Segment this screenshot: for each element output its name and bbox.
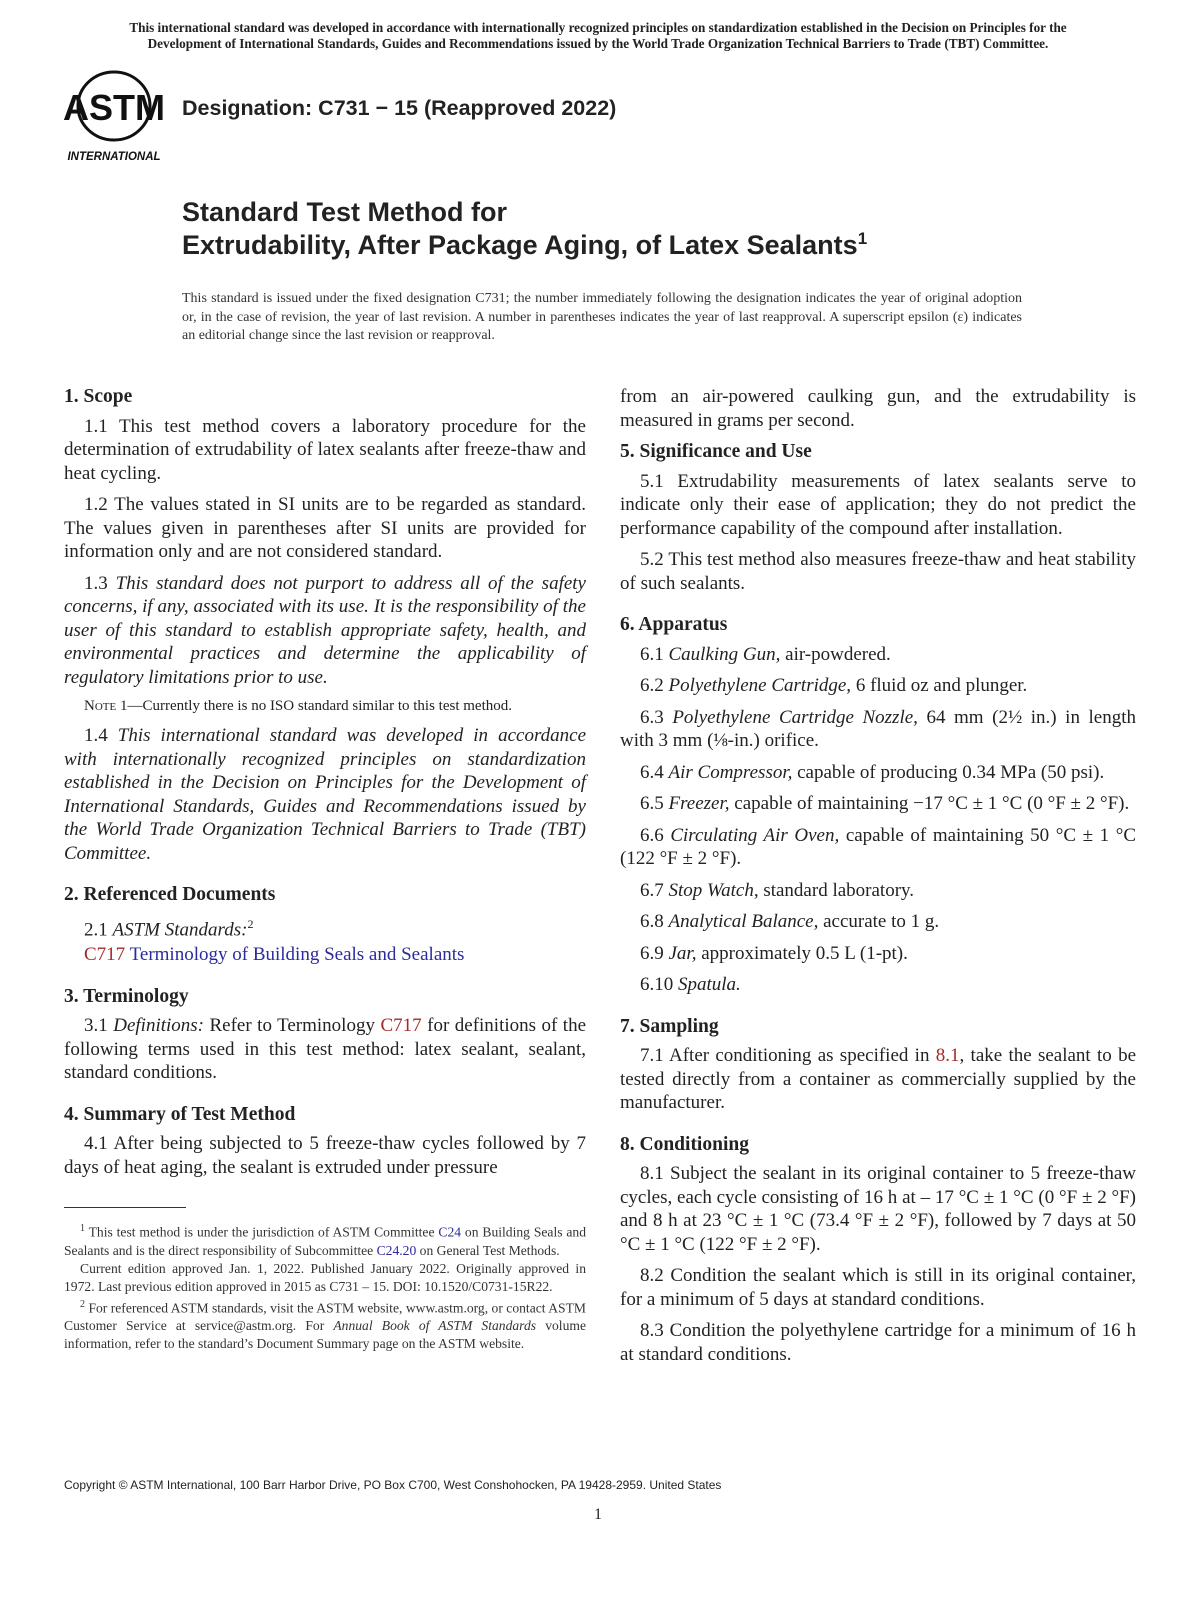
c717-inline-link[interactable]: C717 xyxy=(380,1015,422,1037)
section-heading-apparatus: 6. Apparatus xyxy=(620,614,728,635)
paragraph-3-1-pre: Refer to Terminology xyxy=(209,1015,375,1037)
right-column xyxy=(620,385,1136,1374)
apparatus-item xyxy=(620,674,1136,698)
document-title xyxy=(182,196,867,262)
apparatus-item xyxy=(620,761,1136,785)
apparatus-item-num: 6.10 xyxy=(640,974,674,995)
footnote-2-mark[interactable]: 2 xyxy=(247,916,254,931)
apparatus-item xyxy=(620,879,1136,903)
paragraph-7-1 xyxy=(620,1044,1136,1115)
left-column xyxy=(64,385,586,1187)
paragraph-4-1-continued: from an air-powered caulking gun, and the extrudability is measured in grams per second. xyxy=(620,386,1136,431)
footnote-2-text-a: For referenced ASTM standards, visit the ASTM website, www.astm.org, or contact ASTM Customer Service at service@astm.org. For xyxy=(64,1300,586,1334)
section-heading-referenced-documents: 2. Referenced Documents xyxy=(64,884,276,905)
footnote-1-mark: 1 xyxy=(80,1223,85,1234)
apparatus-item-desc: 6 fluid oz and plunger. xyxy=(855,675,1028,696)
logo-letters: ASTM xyxy=(63,87,165,128)
apparatus-item-name: Stop Watch, xyxy=(668,879,759,901)
note-1 xyxy=(64,697,586,716)
apparatus-item-desc: accurate to 1 g. xyxy=(823,911,940,932)
apparatus-item-desc: 64 mm (2½ in.) in length with 3 mm (⅛-in.) orifice. xyxy=(620,706,1137,751)
apparatus-item-name: Caulking Gun, xyxy=(668,643,781,665)
paragraph-1-3-text: This standard does not purport to address all of the safety concerns, if any, associated with its use. It is the responsibility of the user of this standard to establish appropriate safety, health, and environmental practices and determine the applicability of regulatory limitations prior to use. xyxy=(64,572,586,688)
apparatus-item-num: 6.3 xyxy=(640,706,664,728)
apparatus-item-desc: standard laboratory. xyxy=(763,879,915,901)
paragraph-7-1-post: , take the sealant to be tested directly from a container as commercially supplied by the manufacturer. xyxy=(620,1045,1136,1113)
designation: Designation: C731 − 15 (Reapproved 2022) xyxy=(182,96,617,120)
apparatus-item-desc: capable of producing 0.34 MPa (50 psi). xyxy=(797,761,1105,783)
tbt-notice-line2: Development of International Standards, Guides and Recommendations issued by the World Trade Organization Technical Barriers to Trade (TBT) Committee. xyxy=(147,36,1049,51)
apparatus-item-name: Circulating Air Oven, xyxy=(670,824,840,846)
apparatus-item-num: 6.7 xyxy=(640,879,664,901)
title-footnote-mark[interactable]: 1 xyxy=(857,229,868,248)
apparatus-item-name: Polyethylene Cartridge Nozzle, xyxy=(672,706,918,728)
paragraph-3-1-post: for definitions of the following terms used in this test method: latex sealant, sealant, standard conditions. xyxy=(64,1015,587,1084)
paragraph-1-2: 1.2 The values stated in SI units are to be regarded as standard. The values given in parentheses after SI units are provided for information only and are not considered standard. xyxy=(64,494,586,562)
paragraph-2-1 xyxy=(64,913,586,942)
apparatus-item-name: Air Compressor, xyxy=(668,761,793,783)
apparatus-item-desc: air-powdered. xyxy=(785,643,891,665)
footnote-1 xyxy=(64,1220,586,1260)
paragraph-1-4-num: 1.4 xyxy=(84,725,108,746)
footnote-1-text-a: This test method is under the jurisdiction of ASTM Committee xyxy=(88,1224,435,1240)
paragraph-3-1-num: 3.1 xyxy=(84,1015,108,1037)
footnote-1-edition: Current edition approved Jan. 1, 2022. Published January 2022. Originally approved in 1972. Last previous edition approved in 2015 as C731 – 15. DOI: 10.1520/C0731-15R22. xyxy=(64,1260,586,1294)
apparatus-item xyxy=(620,973,1136,997)
paragraph-1-3-num: 1.3 xyxy=(84,572,108,594)
c717-title-link[interactable]: Terminology of Building Seals and Sealants xyxy=(129,944,465,966)
paragraph-5-2: 5.2 This test method also measures freeze-thaw and heat stability of such sealants. xyxy=(620,549,1136,594)
c717-link[interactable]: C717 xyxy=(84,944,126,966)
paragraph-4-1: 4.1 After being subjected to 5 freeze-thaw cycles followed by 7 days of heat aging, the sealant is extruded under pressure xyxy=(64,1133,586,1178)
apparatus-item xyxy=(620,824,1136,871)
paragraph-1-3 xyxy=(64,572,586,690)
apparatus-item-name: Analytical Balance, xyxy=(668,911,819,932)
paragraph-2-1-num: 2.1 xyxy=(84,918,108,940)
astm-logo xyxy=(62,68,172,168)
apparatus-item-num: 6.9 xyxy=(640,942,664,964)
astm-logo-graphic xyxy=(62,68,172,168)
apparatus-item-num: 6.4 xyxy=(640,761,664,783)
paragraph-7-1-pre: 7.1 After conditioning as specified in xyxy=(640,1045,930,1066)
footnote-1-text-c: on General Test Methods. xyxy=(419,1242,560,1258)
apparatus-item-num: 6.5 xyxy=(640,793,664,814)
paragraph-8-2: 8.2 Condition the sealant which is still in its original container, for a minimum of 5 days at standard conditions. xyxy=(620,1265,1136,1310)
logo-subtext: INTERNATIONAL xyxy=(67,151,161,163)
apparatus-item xyxy=(620,706,1136,753)
section-heading-significance: 5. Significance and Use xyxy=(620,441,812,462)
footnotes xyxy=(64,1220,586,1353)
paragraph-8-3: 8.3 Condition the polyethylene cartridge for a minimum of 16 h at standard conditions. xyxy=(620,1320,1136,1365)
apparatus-item xyxy=(620,792,1136,816)
apparatus-item-num: 6.8 xyxy=(640,911,664,932)
paragraph-8-1: 8.1 Subject the sealant in its original container to 5 freeze-thaw cycles, each cycle consisting of 16 h at – 17 °C ± 1 °C (0 °F ± 2 °F) and 8 h at 23 °C ± 1 °C (73.4 °F ± 2 °F), followed by 7 days at 50 °C ± 1 °C (122 °F ± 2 °F). xyxy=(620,1163,1136,1255)
apparatus-item-desc: approximately 0.5 L (1-pt). xyxy=(701,942,908,964)
apparatus-item xyxy=(620,910,1136,934)
note-1-text: —Currently there is no ISO standard similar to this test method. xyxy=(127,698,512,714)
apparatus-item-name: Polyethylene Cartridge, xyxy=(668,675,852,696)
paragraph-5-1: 5.1 Extrudability measurements of latex sealants serve to indicate only their ease of application; they do not predict the performance capability of the compound after installation. xyxy=(620,470,1136,539)
section-heading-sampling: 7. Sampling xyxy=(620,1015,719,1037)
tbt-notice-line1: This international standard was developed in accordance with internationally recognized principles on standardization established in the Decision on Principles for the xyxy=(129,20,1067,35)
section-heading-conditioning: 8. Conditioning xyxy=(620,1133,749,1155)
footnote-2-italic: Annual Book of ASTM Standards xyxy=(333,1318,537,1334)
apparatus-item-name: Freezer, xyxy=(668,793,730,814)
copyright-footer: Copyright © ASTM International, 100 Barr Harbor Drive, PO Box C700, West Conshohocken, PA 19428-2959. United States xyxy=(64,1478,722,1492)
apparatus-item-desc: capable of maintaining 50 °C ± 1 °C (122 °F ± 2 °F). xyxy=(620,824,1137,869)
apparatus-item-name: Spatula. xyxy=(678,974,741,995)
section-heading-terminology: 3. Terminology xyxy=(64,985,189,1007)
footnote-rule xyxy=(64,1207,186,1208)
paragraph-3-1 xyxy=(64,1014,586,1085)
preamble: This standard is issued under the fixed designation C731; the number immediately following the designation indicates the year of original adoption or, in the case of revision, the year of last revision. A number in parentheses indicates the year of last reapproval. A superscript epsilon (ε) indicates an editorial change since the last revision or reapproval. xyxy=(182,291,1022,343)
section-heading-scope: 1. Scope xyxy=(64,386,133,407)
title-line1: Standard Test Method for xyxy=(182,197,508,227)
footnote-1-text-b: on Building Seals and Sealants and is the direct responsibility of Subcommittee xyxy=(64,1224,587,1258)
apparatus-item-desc: capable of maintaining −17 °C ± 1 °C (0 °F ± 2 °F). xyxy=(734,793,1130,814)
title-line2-text: Extrudability, After Package Aging, of Latex Sealants xyxy=(182,230,858,260)
committee-c24-link[interactable]: C24 xyxy=(438,1224,462,1240)
tbt-notice xyxy=(60,20,1136,52)
subcommittee-c24-20-link[interactable]: C24.20 xyxy=(376,1242,417,1258)
title-line2 xyxy=(182,229,867,262)
paragraph-2-1-label: ASTM Standards: xyxy=(112,918,248,940)
apparatus-item-num: 6.1 xyxy=(640,643,664,665)
footnote-2-text-b: volume information, refer to the standard’s Document Summary page on the ASTM website. xyxy=(64,1318,586,1352)
apparatus-item-num: 6.6 xyxy=(640,824,664,846)
paragraph-1-4 xyxy=(64,724,586,865)
footnote-2 xyxy=(64,1296,586,1354)
apparatus-list xyxy=(620,643,1136,997)
paragraph-1-1: 1.1 This test method covers a laboratory procedure for the determination of extrudability of latex sealants after freeze-thaw and heat cycling. xyxy=(64,415,586,484)
paragraph-1-4-text: This international standard was developed in accordance with internationally recognized principles on standardization established in the Decision on Principles for the Development of International Standards, Guides and Recommendations issued by the World Trade Organization Technical Barriers to Trade (TBT) Committee. xyxy=(64,725,587,864)
apparatus-item xyxy=(620,643,1136,667)
paragraph-3-1-label: Definitions: xyxy=(113,1015,205,1037)
section-heading-summary: 4. Summary of Test Method xyxy=(64,1103,296,1125)
referenced-standard-c717[interactable] xyxy=(64,943,586,967)
footnote-2-mark-bottom: 2 xyxy=(80,1298,85,1310)
page-number: 1 xyxy=(594,1506,602,1523)
note-1-label: Note 1 xyxy=(84,698,128,714)
section-8-1-link[interactable]: 8.1 xyxy=(935,1045,960,1066)
apparatus-item-num: 6.2 xyxy=(640,675,664,696)
apparatus-item-name: Jar, xyxy=(668,942,697,964)
apparatus-item xyxy=(620,942,1136,966)
